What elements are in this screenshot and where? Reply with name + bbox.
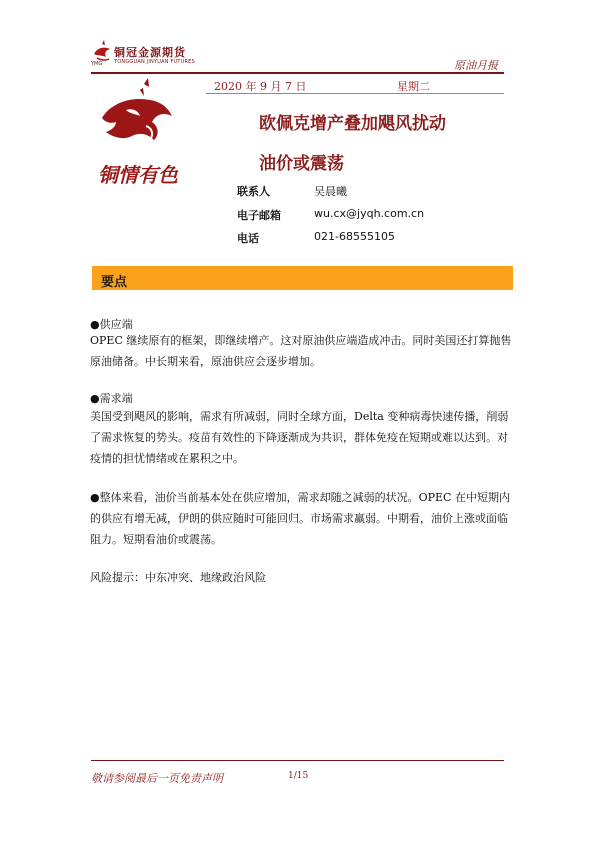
section-title: 要点 xyxy=(101,275,128,290)
supply-paragraph: OPEC 继续原有的框架，即继续增产。这对原油供应端造成冲击。同时美国还打算抛售原油储备。中长期来看，原油供应会逐步增加。 xyxy=(90,334,512,368)
overall-paragraph: ●整体来看，油价当前基本处在供应增加，需求却随之减弱的状况。OPEC 在中短期内的供应有增无减，伊朗的供应随时可能回归。市场需求羸弱。中期看，油价上涨或面临阻力。短期看油价或震荡。 xyxy=(90,491,510,546)
footer-divider xyxy=(91,760,504,761)
footer-disclaimer: 敬请参阅最后一页免责声明 xyxy=(91,772,223,785)
risk-note: 风险提示：中东冲突、地缘政治风险 xyxy=(90,571,266,584)
contact-person-value: 吴晨曦 xyxy=(314,185,347,198)
demand-heading: ●需求端 xyxy=(90,392,133,405)
report-title: 欧佩克增产叠加飓风扰动 xyxy=(259,114,446,134)
calligraphy-text: 铜情有色 xyxy=(98,163,178,187)
report-subtitle: 油价或震荡 xyxy=(259,154,344,174)
contact-person-label: 联系人 xyxy=(237,185,270,198)
brand-calligraphy-logo xyxy=(96,78,200,190)
header-divider xyxy=(91,72,504,74)
email-value: wu.cx@jyqh.com.cn xyxy=(314,207,425,220)
phone-label: 电话 xyxy=(237,232,259,245)
phone-value: 021-68555105 xyxy=(314,230,395,243)
logo-tag: YMG xyxy=(91,61,103,67)
supply-heading: ●供应端 xyxy=(90,318,133,331)
date-divider xyxy=(206,93,504,94)
demand-paragraph: 美国受到飓风的影响，需求有所减弱，同时全球方面，Delta 变种病毒快速传播，削弱了需求恢复的势头。疫苗有效性的下降逐渐成为共识，群体免疫在短期或难以达到。对疫情的担忧情绪或在累积之中。 xyxy=(90,410,509,465)
email-label: 电子邮箱 xyxy=(237,209,281,222)
report-type: 原油月报 xyxy=(454,59,498,72)
section-bar xyxy=(92,266,513,290)
company-name: 铜冠金源期货 xyxy=(114,46,186,59)
report-date: 2020 年 9 月 7 日 xyxy=(214,80,307,93)
page-number: 1/15 xyxy=(288,771,309,781)
report-weekday: 星期二 xyxy=(397,80,430,93)
company-name-en: TONGGUAN JINYUAN FUTURES xyxy=(114,59,195,65)
